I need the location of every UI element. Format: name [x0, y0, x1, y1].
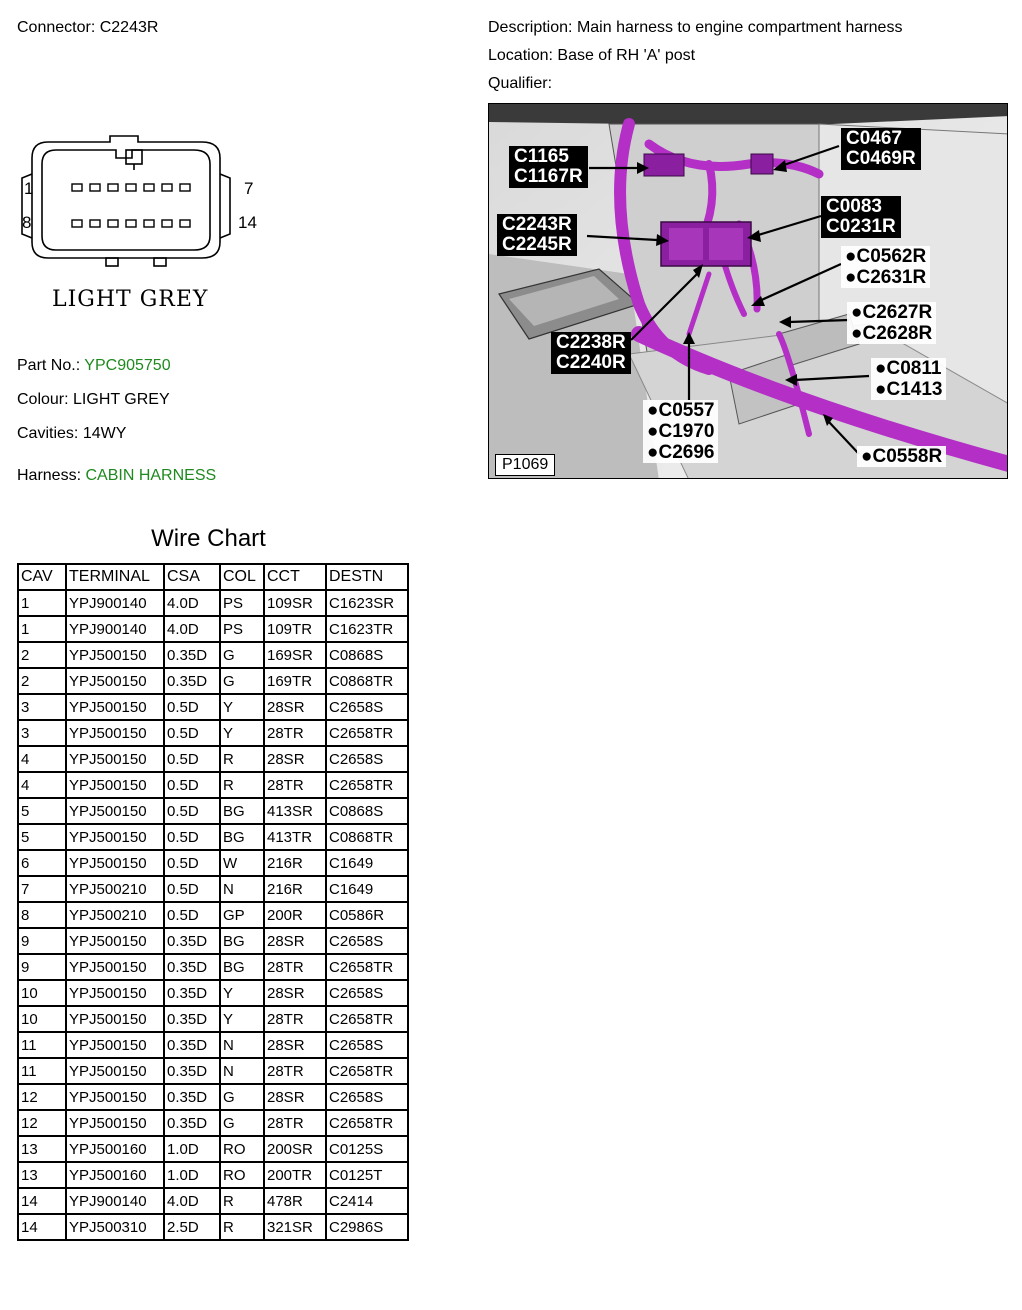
- cavity-3: [108, 184, 118, 191]
- wire-chart-table: [17, 563, 409, 1241]
- cell-col: R: [220, 1188, 264, 1214]
- cell-col: R: [220, 1214, 264, 1240]
- cell-cav: 10: [18, 1006, 66, 1032]
- cell-cct: 28TR: [264, 1006, 326, 1032]
- cell-destn: C0125S: [326, 1136, 408, 1162]
- cell-terminal: YPJ500160: [66, 1162, 164, 1188]
- cell-col: N: [220, 876, 264, 902]
- table-row: [18, 1188, 408, 1214]
- cell-cct: 28SR: [264, 980, 326, 1006]
- cavity-6: [162, 184, 172, 191]
- cell-cav: 3: [18, 720, 66, 746]
- cell-cav: 12: [18, 1110, 66, 1136]
- cell-cct: 321SR: [264, 1214, 326, 1240]
- pin-14-label: 14: [238, 213, 257, 232]
- cell-cav: 9: [18, 928, 66, 954]
- cell-destn: C2658TR: [326, 772, 408, 798]
- cell-csa: 0.35D: [164, 954, 220, 980]
- cell-cct: 216R: [264, 876, 326, 902]
- table-row: [18, 1084, 408, 1110]
- cell-terminal: YPJ900140: [66, 616, 164, 642]
- wire-chart-body: [18, 590, 408, 1240]
- cell-cav: 14: [18, 1214, 66, 1240]
- label-c0562: ●C0562R ●C2631R: [841, 246, 930, 288]
- photo-reference: P1069: [495, 454, 555, 476]
- table-row: [18, 616, 408, 642]
- cell-destn: C2658TR: [326, 954, 408, 980]
- cell-terminal: YPJ500150: [66, 928, 164, 954]
- table-row: [18, 642, 408, 668]
- cell-col: Y: [220, 694, 264, 720]
- cell-terminal: YPJ500150: [66, 798, 164, 824]
- cell-csa: 0.35D: [164, 1110, 220, 1136]
- cell-terminal: YPJ500150: [66, 824, 164, 850]
- label-c0558: ●C0558R: [857, 446, 946, 467]
- label-c2243: C2243R C2245R: [497, 214, 577, 256]
- cell-destn: C2658S: [326, 694, 408, 720]
- cell-col: N: [220, 1058, 264, 1084]
- cell-destn: C0868S: [326, 642, 408, 668]
- cell-cct: 216R: [264, 850, 326, 876]
- harness-link[interactable]: CABIN HARNESS: [85, 467, 217, 484]
- table-row: [18, 1162, 408, 1188]
- cell-cct: 169SR: [264, 642, 326, 668]
- cell-csa: 0.5D: [164, 798, 220, 824]
- connector-label: Connector:: [17, 19, 96, 36]
- cell-destn: C2658TR: [326, 1110, 408, 1136]
- location-photo: [488, 103, 1008, 479]
- cell-destn: C2658S: [326, 1084, 408, 1110]
- cell-cct: 28TR: [264, 720, 326, 746]
- cell-cct: 28TR: [264, 954, 326, 980]
- cell-destn: C2658TR: [326, 1006, 408, 1032]
- cell-terminal: YPJ500150: [66, 1032, 164, 1058]
- cavity-12: [144, 220, 154, 227]
- cell-cav: 5: [18, 798, 66, 824]
- pin-1-label: 1: [24, 179, 34, 198]
- cell-csa: 0.35D: [164, 1032, 220, 1058]
- cell-cav: 8: [18, 902, 66, 928]
- cell-cct: 28SR: [264, 746, 326, 772]
- cell-cav: 1: [18, 616, 66, 642]
- connector-id: C2243R: [99, 19, 159, 36]
- label-c1165: C1165 C1167R: [509, 146, 588, 188]
- cell-cav: 7: [18, 876, 66, 902]
- cell-csa: 4.0D: [164, 1188, 220, 1214]
- cell-cav: 4: [18, 746, 66, 772]
- cell-terminal: YPJ500150: [66, 980, 164, 1006]
- table-row: [18, 772, 408, 798]
- header-csa: CSA: [164, 564, 220, 590]
- cell-cav: 3: [18, 694, 66, 720]
- cell-cav: 12: [18, 1084, 66, 1110]
- cell-cav: 6: [18, 850, 66, 876]
- cell-terminal: YPJ500210: [66, 876, 164, 902]
- cell-destn: C2658S: [326, 928, 408, 954]
- cavity-8: [72, 220, 82, 227]
- cell-destn: C2658TR: [326, 1058, 408, 1084]
- cell-csa: 0.35D: [164, 1006, 220, 1032]
- cell-cav: 13: [18, 1136, 66, 1162]
- description-line: [488, 18, 902, 38]
- cell-terminal: YPJ500160: [66, 1136, 164, 1162]
- cell-col: Y: [220, 1006, 264, 1032]
- cell-cct: 200TR: [264, 1162, 326, 1188]
- cavities-line: [17, 424, 126, 444]
- pin-8-label: 8: [22, 213, 32, 232]
- cell-cav: 10: [18, 980, 66, 1006]
- table-row: [18, 668, 408, 694]
- description-label: Description:: [488, 19, 573, 36]
- cell-cct: 28TR: [264, 1110, 326, 1136]
- label-c0557: ●C0557 ●C1970 ●C2696: [643, 400, 718, 463]
- pin-7-label: 7: [244, 179, 254, 198]
- cell-terminal: YPJ500310: [66, 1214, 164, 1240]
- cell-cct: 413SR: [264, 798, 326, 824]
- cell-destn: C0586R: [326, 902, 408, 928]
- cell-destn: C2658S: [326, 980, 408, 1006]
- table-row: [18, 980, 408, 1006]
- colour-value: LIGHT GREY: [73, 391, 170, 408]
- table-row: [18, 798, 408, 824]
- cell-terminal: YPJ500150: [66, 1058, 164, 1084]
- cavities-value: 14WY: [82, 425, 127, 442]
- cell-col: BG: [220, 798, 264, 824]
- cell-cct: 200R: [264, 902, 326, 928]
- label-c0083: C0083 C0231R: [821, 196, 901, 238]
- cell-destn: C1649: [326, 850, 408, 876]
- header-cav: CAV: [18, 564, 66, 590]
- cavity-10: [108, 220, 118, 227]
- table-row: [18, 902, 408, 928]
- qualifier-label: Qualifier:: [488, 75, 553, 92]
- table-row: [18, 850, 408, 876]
- cell-terminal: YPJ500150: [66, 668, 164, 694]
- cell-destn: C1623SR: [326, 590, 408, 616]
- cell-col: PS: [220, 590, 264, 616]
- table-row: [18, 1136, 408, 1162]
- cell-csa: 0.35D: [164, 1058, 220, 1084]
- cavity-9: [90, 220, 100, 227]
- cell-destn: C2414: [326, 1188, 408, 1214]
- cell-cav: 11: [18, 1032, 66, 1058]
- colour-caption: LIGHT GREY: [52, 287, 209, 312]
- table-row: [18, 824, 408, 850]
- table-row: [18, 1058, 408, 1084]
- cell-csa: 0.5D: [164, 850, 220, 876]
- cavity-7: [180, 184, 190, 191]
- cell-terminal: YPJ500150: [66, 1084, 164, 1110]
- cell-terminal: YPJ900140: [66, 590, 164, 616]
- cell-col: G: [220, 642, 264, 668]
- cell-csa: 0.35D: [164, 642, 220, 668]
- table-row: [18, 746, 408, 772]
- cavity-2: [90, 184, 100, 191]
- cell-csa: 0.35D: [164, 980, 220, 1006]
- cell-cct: 109SR: [264, 590, 326, 616]
- cell-destn: C2986S: [326, 1214, 408, 1240]
- cell-csa: 1.0D: [164, 1136, 220, 1162]
- cell-destn: C0868S: [326, 798, 408, 824]
- header-cct: CCT: [264, 564, 326, 590]
- label-c0811: ●C0811 ●C1413: [871, 358, 946, 400]
- table-row: [18, 876, 408, 902]
- cell-cct: 109TR: [264, 616, 326, 642]
- label-c0467: C0467 C0469R: [841, 128, 921, 170]
- description-value: Main harness to engine compartment harness: [576, 19, 903, 36]
- wire-chart-title: Wire Chart: [151, 525, 266, 552]
- cell-cct: 28SR: [264, 694, 326, 720]
- cell-terminal: YPJ500150: [66, 746, 164, 772]
- header-col: COL: [220, 564, 264, 590]
- cell-cav: 13: [18, 1162, 66, 1188]
- cell-cav: 2: [18, 668, 66, 694]
- cell-col: W: [220, 850, 264, 876]
- part-no-label: Part No.:: [17, 357, 81, 374]
- cell-cct: 169TR: [264, 668, 326, 694]
- connector-face-diagram: [14, 128, 274, 318]
- table-row: [18, 1110, 408, 1136]
- cell-col: R: [220, 772, 264, 798]
- label-c2238: C2238R C2240R: [551, 332, 631, 374]
- cell-csa: 0.5D: [164, 876, 220, 902]
- cell-terminal: YPJ500210: [66, 902, 164, 928]
- label-c2627: ●C2627R ●C2628R: [847, 302, 936, 344]
- table-row: [18, 720, 408, 746]
- cell-col: BG: [220, 928, 264, 954]
- table-row: [18, 1214, 408, 1240]
- cell-csa: 2.5D: [164, 1214, 220, 1240]
- cell-col: GP: [220, 902, 264, 928]
- cell-csa: 0.5D: [164, 694, 220, 720]
- cell-col: RO: [220, 1162, 264, 1188]
- cell-csa: 4.0D: [164, 616, 220, 642]
- cavity-4: [126, 184, 136, 191]
- cell-cav: 2: [18, 642, 66, 668]
- cell-col: G: [220, 1110, 264, 1136]
- cell-destn: C0868TR: [326, 668, 408, 694]
- cell-cav: 1: [18, 590, 66, 616]
- cell-terminal: YPJ500150: [66, 694, 164, 720]
- cell-csa: 1.0D: [164, 1162, 220, 1188]
- cell-cct: 28SR: [264, 928, 326, 954]
- cell-col: Y: [220, 720, 264, 746]
- header-destn: DESTN: [326, 564, 408, 590]
- cell-cav: 4: [18, 772, 66, 798]
- cell-destn: C0868TR: [326, 824, 408, 850]
- cell-col: R: [220, 746, 264, 772]
- table-row: [18, 1032, 408, 1058]
- cell-terminal: YPJ500150: [66, 642, 164, 668]
- location-value: Base of RH 'A' post: [557, 47, 696, 64]
- cavity-5: [144, 184, 154, 191]
- qualifier-line: [488, 74, 552, 94]
- table-row: [18, 954, 408, 980]
- cell-csa: 0.5D: [164, 902, 220, 928]
- location-line: [488, 46, 695, 66]
- cell-cav: 9: [18, 954, 66, 980]
- cell-cct: 200SR: [264, 1136, 326, 1162]
- cell-cct: 28SR: [264, 1032, 326, 1058]
- cell-col: G: [220, 1084, 264, 1110]
- colour-label: Colour:: [17, 391, 69, 408]
- cavity-1: [72, 184, 82, 191]
- cell-destn: C1649: [326, 876, 408, 902]
- part-no-link[interactable]: YPC905750: [84, 357, 171, 374]
- cell-terminal: YPJ500150: [66, 954, 164, 980]
- table-row: [18, 1006, 408, 1032]
- cell-col: N: [220, 1032, 264, 1058]
- cavity-11: [126, 220, 136, 227]
- part-no-line: [17, 356, 171, 376]
- cell-cav: 14: [18, 1188, 66, 1214]
- location-label: Location:: [488, 47, 553, 64]
- cell-col: BG: [220, 824, 264, 850]
- connector-line: [17, 18, 158, 38]
- cell-terminal: YPJ500150: [66, 772, 164, 798]
- cell-col: PS: [220, 616, 264, 642]
- cell-destn: C2658S: [326, 746, 408, 772]
- cell-csa: 0.5D: [164, 720, 220, 746]
- cell-cct: 28SR: [264, 1084, 326, 1110]
- harness-line: [17, 466, 216, 486]
- cell-terminal: YPJ500150: [66, 850, 164, 876]
- cell-csa: 0.35D: [164, 928, 220, 954]
- cell-destn: C2658TR: [326, 720, 408, 746]
- cell-cct: 28TR: [264, 772, 326, 798]
- table-row: [18, 590, 408, 616]
- cell-csa: 0.5D: [164, 824, 220, 850]
- table-row: [18, 928, 408, 954]
- wire-chart-header-row: [18, 564, 408, 590]
- cell-csa: 0.35D: [164, 1084, 220, 1110]
- cell-cav: 11: [18, 1058, 66, 1084]
- cell-col: BG: [220, 954, 264, 980]
- cell-cct: 478R: [264, 1188, 326, 1214]
- header-terminal: TERMINAL: [66, 564, 164, 590]
- colour-line: [17, 390, 170, 410]
- cell-destn: C0125T: [326, 1162, 408, 1188]
- cell-csa: 0.5D: [164, 746, 220, 772]
- cell-col: Y: [220, 980, 264, 1006]
- cell-terminal: YPJ500150: [66, 1110, 164, 1136]
- cell-terminal: YPJ500150: [66, 720, 164, 746]
- cell-csa: 0.35D: [164, 668, 220, 694]
- cell-cct: 413TR: [264, 824, 326, 850]
- cell-csa: 4.0D: [164, 590, 220, 616]
- cell-cav: 5: [18, 824, 66, 850]
- cavities-label: Cavities:: [17, 425, 79, 442]
- cell-terminal: YPJ900140: [66, 1188, 164, 1214]
- cell-col: G: [220, 668, 264, 694]
- cell-col: RO: [220, 1136, 264, 1162]
- cell-cct: 28TR: [264, 1058, 326, 1084]
- cavity-13: [162, 220, 172, 227]
- harness-label: Harness:: [17, 467, 82, 484]
- cavity-14: [180, 220, 190, 227]
- table-row: [18, 694, 408, 720]
- cell-destn: C2658S: [326, 1032, 408, 1058]
- cell-terminal: YPJ500150: [66, 1006, 164, 1032]
- cell-csa: 0.5D: [164, 772, 220, 798]
- cell-destn: C1623TR: [326, 616, 408, 642]
